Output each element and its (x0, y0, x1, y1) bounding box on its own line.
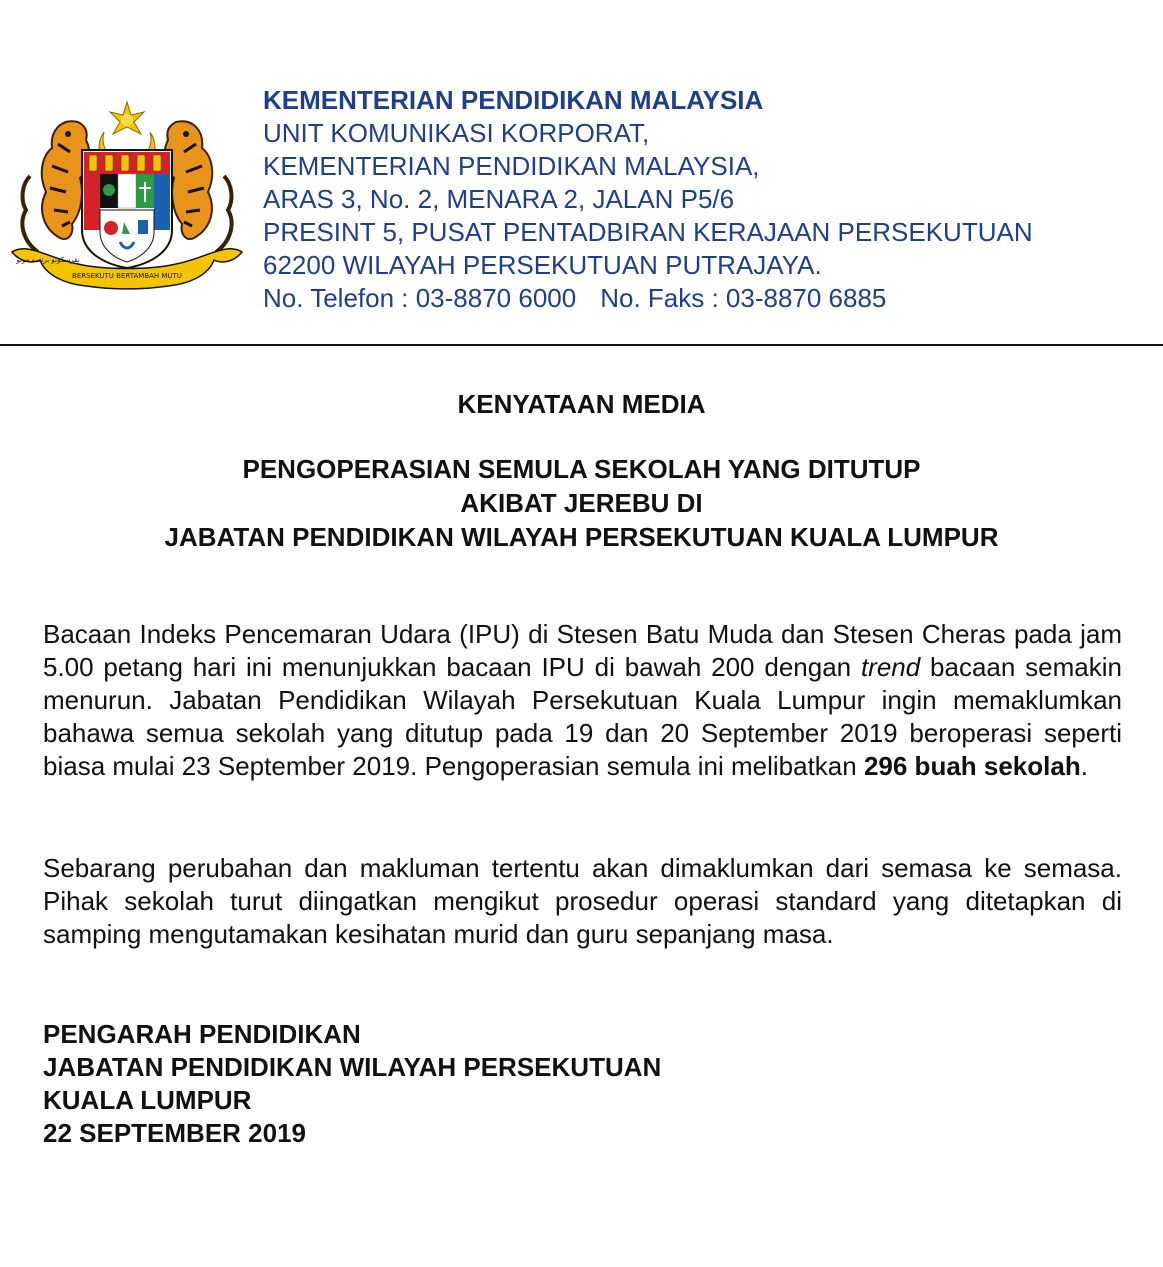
document-type: KENYATAAN MEDIA (457, 389, 706, 419)
paragraph-2: Sebarang perubahan dan makluman tertentu akan dimaklumkan dari semasa ke semasa. Pihak sekolah turut diingatkan mengikut prosedur operasi standard yang ditetapkan di samping mengutamakan kesihatan murid dan guru sepanjang masa. (43, 853, 1122, 949)
contact-line (263, 282, 1143, 315)
header-divider (0, 344, 1163, 346)
crest-motto-jawi: بڤرسكوتو برتمبه موتو (16, 256, 80, 264)
school-count: 296 buah sekolah (863, 751, 1081, 781)
address-line-3: 62200 WILAYAH PERSEKUTUAN PUTRAJAYA. (263, 250, 822, 280)
paragraph-1 (43, 618, 1122, 783)
title-line-1: PENGOPERASIAN SEMULA SEKOLAH YANG DITUTUP (242, 454, 921, 484)
address-line-2: PRESINT 5, PUSAT PENTADBIRAN KERAJAAN PERSEKUTUAN (263, 217, 1033, 247)
signatory-location: KUALA LUMPUR (43, 1085, 252, 1115)
paragraph-1-italic: trend (860, 652, 921, 682)
phone-number: No. Telefon : 03-8870 6000 (263, 283, 577, 313)
right-tiger-icon (165, 121, 232, 252)
shield-icon (82, 150, 172, 268)
title-line-2: AKIBAT JEREBU DI (460, 488, 703, 518)
left-tiger-icon (22, 121, 89, 252)
title-line-3: JABATAN PENDIDIKAN WILAYAH PERSEKUTUAN KUALA LUMPUR (164, 522, 999, 552)
crest-motto: BERSEKUTU BERTAMBAH MUTU (72, 272, 182, 280)
letterhead (0, 0, 1163, 345)
paragraph-1-text-b: bacaan semakin menurun. Jabatan Pendidikan Wilayah Persekutuan Kuala Lumpur ingin memaklumkan bahawa semua sekolah yang ditutup pada 19 dan 20 September 2019 beroperasi seperti biasa mulai 23 September 2019. Pengoperasian semula ini melibatkan (43, 652, 1122, 781)
letterhead-address (263, 84, 1143, 315)
signatory-department: JABATAN PENDIDIKAN WILAYAH PERSEKUTUAN (43, 1052, 662, 1082)
address-line-1: ARAS 3, No. 2, MENARA 2, JALAN P5/6 (263, 184, 735, 214)
unit-name: UNIT KOMUNIKASI KORPORAT, (263, 118, 650, 148)
document-title (0, 452, 1163, 554)
signature-date: 22 SEPTEMBER 2019 (43, 1118, 307, 1148)
ministry-name-line2: KEMENTERIAN PENDIDIKAN MALAYSIA, (263, 151, 760, 181)
signatory-title: PENGARAH PENDIDIKAN (43, 1019, 361, 1049)
ministry-name: KEMENTERIAN PENDIDIKAN MALAYSIA (263, 85, 764, 115)
signature-block (43, 1018, 661, 1150)
malaysia-coat-of-arms (8, 92, 246, 302)
fax-number: No. Faks : 03-8870 6885 (600, 283, 887, 313)
paragraph-1-end: . (1080, 751, 1088, 781)
paragraph-1-text-a: Bacaan Indeks Pencemaran Udara (IPU) di Stesen Batu Muda dan Stesen Cheras pada jam 5.00 petang hari ini menunjukkan bacaan IPU di bawah 200 dengan (43, 619, 1122, 682)
